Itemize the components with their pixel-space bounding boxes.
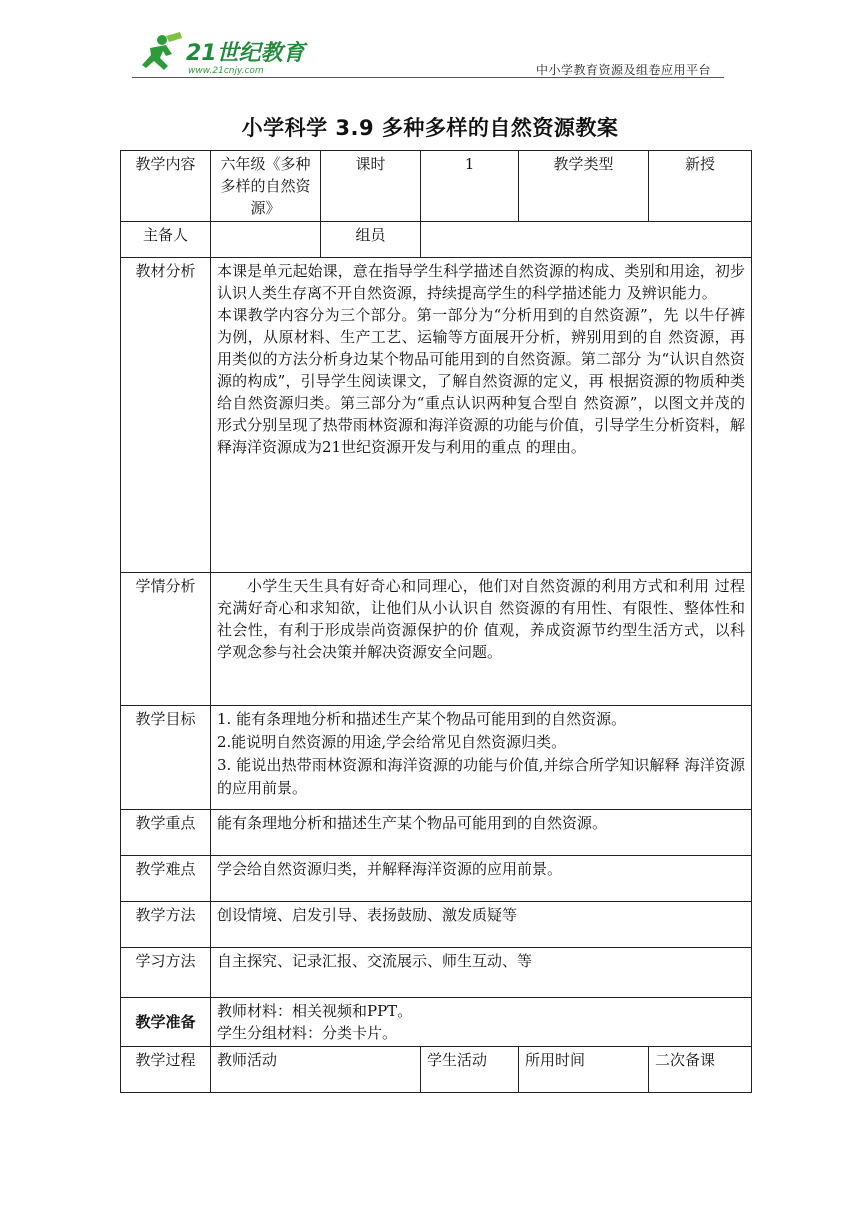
process-teacher: 教师活动 [211,1047,421,1093]
preparer-label: 主备人 [121,222,211,258]
goal-item: 1. 能有条理地分析和描述生产某个物品可能用到的自然资源。 [217,710,627,728]
students-text: 小学生天生具有好奇心和同理心，他们对自然资源的利用方式和利用 过程充满好奇心和求知欲，让他们从小认识自 然资源的有用性、有限性、整体性和社会性，有利于形成崇尚资源保护的价 值观，养成资源节约型生活方式，以科学观念参与社会决策并解决资源安全问题。 [217,577,745,661]
content-value: 六年级《多种多样的自然资源》 [211,151,321,222]
difficulty-label: 教学难点 [121,856,211,902]
logo-url: www.21cnjy.com [188,66,264,76]
preparer-value [211,222,321,258]
row-process [121,1047,752,1093]
prep-label: 教学准备 [121,998,211,1047]
goals-list [211,706,752,810]
students-analysis [211,573,752,706]
goal-item: 2.能说明自然资源的用途,学会给常见自然资源归类。 [217,733,567,751]
prep-line-2: 学生分组材料：分类卡片。 [217,1024,398,1042]
logo-text: 21世纪教育 [186,41,305,66]
header-divider [132,77,724,78]
row-learning [121,948,752,998]
row-preparer [121,222,752,258]
members-value [421,222,752,258]
prep-text [211,998,752,1047]
period-value: 1 [421,151,519,222]
prep-line-1: 教师材料：相关视频和PPT。 [217,1002,413,1020]
row-content [121,151,752,222]
row-key-point [121,810,752,856]
method-label: 教学方法 [121,902,211,948]
key-point-text: 能有条理地分析和描述生产某个物品可能用到的自然资源。 [211,810,752,856]
method-text: 创设情境、启发引导、表扬鼓励、激发质疑等 [211,902,752,948]
textbook-label: 教材分析 [121,258,211,573]
textbook-paragraph-1: 本课是单元起始课，意在指导学生科学描述自然资源的构成、类别和用途，初步认识人类生存离不开自然资源，持续提高学生的科学描述能力 及辨识能力。 [217,262,745,302]
type-label: 教学类型 [519,151,649,222]
row-prep [121,998,752,1047]
students-label: 学情分析 [121,573,211,706]
process-time: 所用时间 [519,1047,649,1093]
row-method [121,902,752,948]
page-title: 小学科学 3.9 多种多样的自然资源教案 [241,116,619,140]
process-student: 学生活动 [421,1047,519,1093]
process-label: 教学过程 [121,1047,211,1093]
process-second: 二次备课 [649,1047,752,1093]
period-label: 课时 [321,151,421,222]
platform-text: 中小学教育资源及组卷应用平台 [536,63,712,77]
row-difficulty [121,856,752,902]
row-goals [121,706,752,810]
row-students [121,573,752,706]
textbook-paragraph-2: 本课教学内容分为三个部分。第一部分为“分析用到的自然资源”，先 以牛仔裤为例，从原材料、生产工艺、运输等方面展开分析，辨别用到的自 然资源，再用类似的方法分析身边某个物品可能用到的自然资源。第二部分 为“认识自然资源的构成”，引导学生阅读课文，了解自然资源的定义，再 根据资源的物质种类给自然资源归类。第三部分为“重点认识两种复合型自 然资源”，以图文并茂的形式分别呈现了热带雨林资源和海洋资源的功能与价值，引导学生分析资料，解释海洋资源成为21世纪资源开发与利用的重点 的理由。 [217,306,745,456]
type-value: 新授 [649,151,752,222]
site-logo [136,30,316,76]
row-textbook [121,258,752,573]
goal-item: 3. 能说出热带雨林资源和海洋资源的功能与价值,并综合所学知识解释 海洋资源的应用前景。 [217,756,745,797]
key-point-label: 教学重点 [121,810,211,856]
content-label: 教学内容 [121,151,211,222]
members-label: 组员 [321,222,421,258]
textbook-analysis [211,258,752,573]
lesson-plan-table [120,150,752,1093]
learning-text: 自主探究、记录汇报、交流展示、师生互动、等 [211,948,752,998]
goals-label: 教学目标 [121,706,211,810]
learning-label: 学习方法 [121,948,211,998]
difficulty-text: 学会给自然资源归类，并解释海洋资源的应用前景。 [211,856,752,902]
